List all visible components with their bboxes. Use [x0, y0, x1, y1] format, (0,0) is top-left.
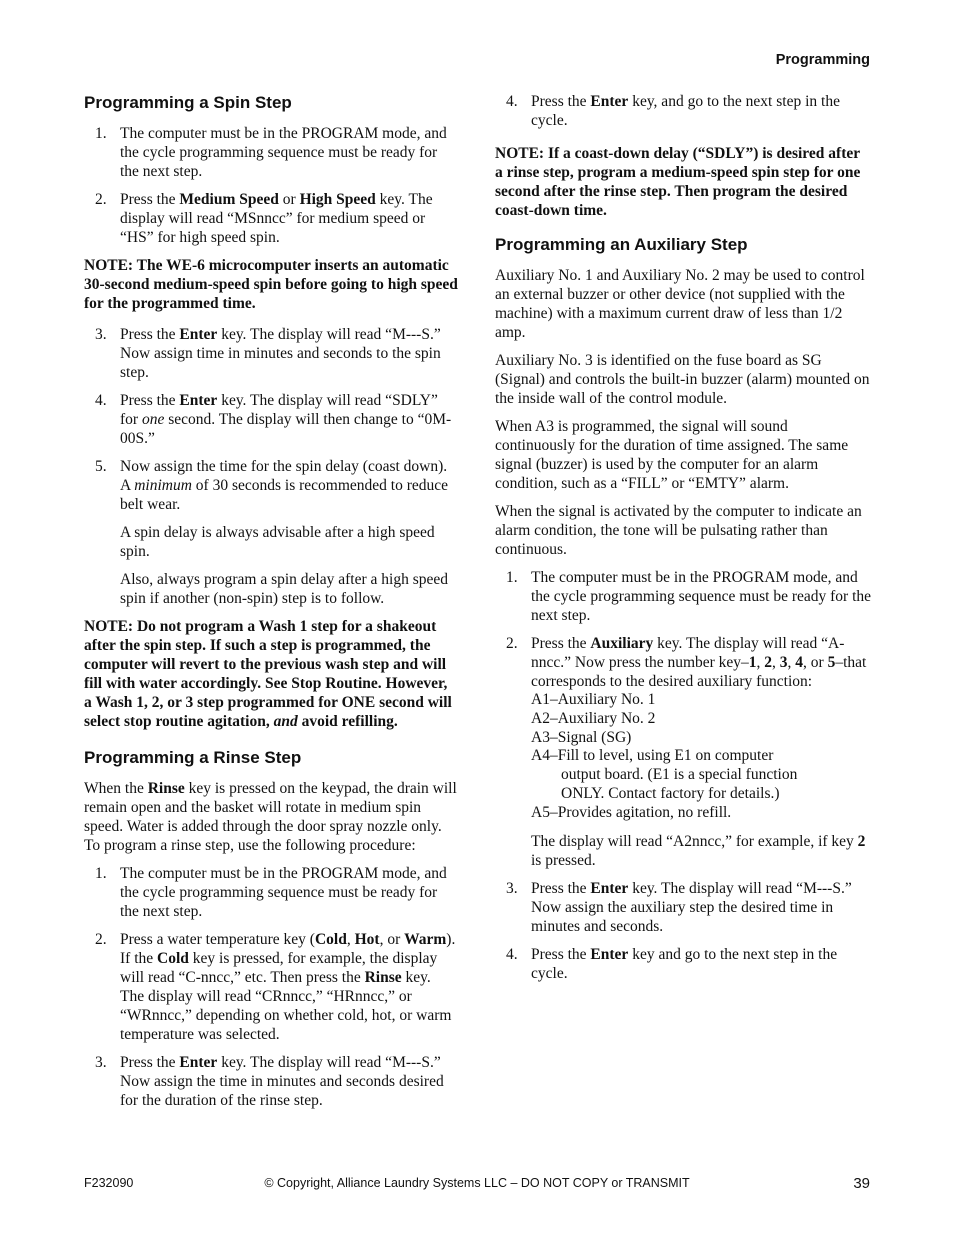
- rinse-intro: When the Rinse key is pressed on the keypad, the drain will remain open and the basket will rotate in medium spin speed. Water is added through the door spray nozzle only. To program a rinse step, use the following procedure:: [84, 780, 457, 854]
- rinse-steps-list-continued: [495, 92, 871, 130]
- list-item: 3. Press the Enter key. The display will read “M---S.” Now assign time in minutes and seconds to the spin step.: [95, 326, 441, 381]
- list-item: 5. Now assign the time for the spin delay (coast down). A minimum of 30 seconds is recommended to reduce belt wear. A spin delay is always advisable after a high speed spin. Also, always program a spin delay after a high speed spin if another (non-spin) step is to follow.: [84, 457, 458, 608]
- aux-paragraph: Auxiliary No. 3 is identified on the fuse board as SG (Signal) and controls the built-in buzzer (alarm) mounted on the inside wall of the control module.: [495, 352, 870, 407]
- page-number: 39: [853, 1175, 870, 1192]
- list-item: 2. Press the Medium Speed or High Speed key. The display will read “MSnncc” for medium speed or “HS” for high speed spin.: [95, 191, 433, 246]
- spin-steps-list-continued: [84, 325, 458, 608]
- auxiliary-function-list: [531, 691, 871, 823]
- list-item: 1. The computer must be in the PROGRAM mode, and the cycle programming sequence must be ready for the next step.: [95, 865, 447, 920]
- aux-function-item: A5–Provides agitation, no refill.: [531, 803, 732, 821]
- list-item: 3. Press the Enter key. The display will read “M---S.” Now assign the auxiliary step the desired time in minutes and seconds.: [506, 879, 852, 935]
- aux-paragraph: When the signal is activated by the computer to indicate an alarm condition, the tone will be pulsating rather than continuous.: [495, 503, 862, 558]
- sdly-note: NOTE: If a coast-down delay (“SDLY”) is desired after a rinse step, program a medium-speed spin step for one second after the rinse step. Then program the desired coast-down time.: [495, 145, 861, 219]
- list-item: 1. The computer must be in the PROGRAM mode, and the cycle programming sequence must be ready for the next step.: [506, 569, 872, 624]
- left-column: [84, 92, 458, 1119]
- list-item: 4. Press the Enter key. The display will read “SDLY” for one second. The display will then change to “0M-00S.”: [95, 392, 452, 447]
- list-item: 2. Press the Auxiliary key. The display will read “A-nncc.” Now press the number key–1, 2, 3, 4, or 5–that corresponds to the desired auxiliary function: A1–Auxiliary No. 1 A2–Auxiliary No. 2 A3–Signal (SG) A4–Fill to level, using E1 on computer output board. (E1 is a special function ONLY. Contact factory for details.) A5–Provides agitation, no refill. The display will read “A2nncc,” for example, if key 2 is pressed.: [495, 634, 871, 870]
- rinse-steps-list: [84, 864, 458, 1110]
- list-item: 1. The computer must be in the PROGRAM mode, and the cycle programming sequence must be ready for the next step.: [95, 125, 447, 180]
- spin-steps-list: [84, 124, 458, 247]
- aux-function-item: A1–Auxiliary No. 1: [531, 691, 656, 708]
- step-subparagraph: Also, always program a spin delay after a high speed spin if another (non-spin) step is to follow.: [120, 571, 448, 607]
- aux-display-note: The display will read “A2nncc,” for example, if key 2 is pressed.: [531, 832, 866, 869]
- aux-paragraph: Auxiliary No. 1 and Auxiliary No. 2 may be used to control an external buzzer or other device (not supplied with the machine) with a maximum current draw of less than 1/2 amp.: [495, 267, 865, 341]
- aux-function-item: A2–Auxiliary No. 2: [531, 709, 656, 727]
- list-item: 3. Press the Enter key. The display will read “M---S.” Now assign the time in minutes and seconds desired for the duration of the rinse step.: [95, 1054, 444, 1109]
- aux-function-item: A4–Fill to level, using E1 on computer: [531, 747, 774, 765]
- footer-copyright: © Copyright, Alliance Laundry Systems LLC – DO NOT COPY or TRANSMIT: [264, 1176, 690, 1190]
- footer-doc-id: F232090: [84, 1176, 134, 1190]
- right-column: [495, 92, 871, 992]
- aux-function-item-continued: ONLY. Contact factory for details.): [561, 784, 780, 802]
- list-item: 4. Press the Enter key and go to the next step in the cycle.: [506, 945, 838, 982]
- rinse-step-heading: Programming a Rinse Step: [84, 748, 302, 767]
- aux-paragraph: When A3 is programmed, the signal will sound continuously for the duration of time assigned. The same signal (buzzer) is used by the computer for an alarm condition, such as a “FILL” or “EMTY” alarm.: [495, 418, 849, 492]
- spin-step-heading: Programming a Spin Step: [84, 93, 292, 112]
- aux-function-item: A3–Signal (SG): [531, 728, 632, 746]
- aux-function-item-continued: output board. (E1 is a special function: [561, 766, 798, 784]
- list-item: 2. Press a water temperature key (Cold, Hot, or Warm). If the Cold key is pressed, for example, the display will read “C-nncc,” etc. Then press the Rinse key. The display will read “CRnncc,” “HRnncc,” or “WRnncc,” depending on whether cold, hot, or warm temperature was selected.: [95, 931, 456, 1043]
- wash-note: NOTE: Do not program a Wash 1 step for a shakeout after the spin step. If such a step is programmed, the computer will revert to the previous wash step and will fill with water accordingly. See Stop Routine. However, a Wash 1, 2, or 3 step programmed for ONE second will select stop routine agitation, and avoid refilling.: [84, 618, 452, 730]
- auxiliary-step-heading: Programming an Auxiliary Step: [495, 235, 748, 254]
- running-header: Programming: [775, 52, 870, 68]
- step-subparagraph: A spin delay is always advisable after a high speed spin.: [120, 524, 435, 560]
- list-item: 4. Press the Enter key, and go to the next step in the cycle.: [506, 93, 840, 129]
- spin-note: NOTE: The WE-6 microcomputer inserts an automatic 30-second medium-speed spin before going to high speed for the programmed time.: [84, 257, 458, 312]
- aux-steps-list: [495, 568, 871, 983]
